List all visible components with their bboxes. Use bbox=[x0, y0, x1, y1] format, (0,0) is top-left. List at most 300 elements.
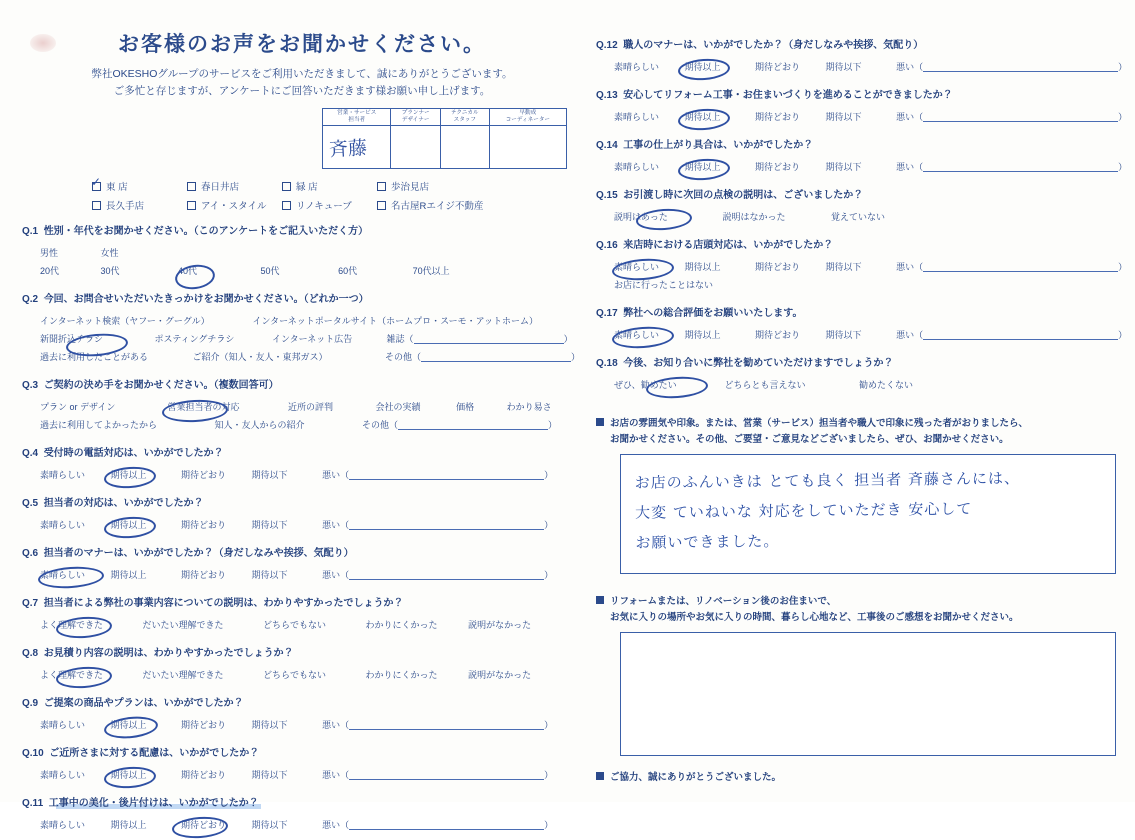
option-asexpected[interactable]: 期待どおり bbox=[755, 112, 801, 122]
option-above[interactable]: 期待以上 bbox=[110, 470, 147, 480]
bad-reason-input[interactable] bbox=[349, 469, 544, 480]
question-number: Q.12 bbox=[596, 40, 618, 51]
option-line-1 bbox=[614, 58, 1128, 76]
option-other[interactable] bbox=[385, 348, 580, 366]
question-text: 今回、お問合せいただいたきっかけをお聞かせください。（どれか一つ） bbox=[43, 294, 369, 305]
stamp-header-planner: プランナー デザイナー bbox=[391, 109, 440, 126]
question-q14 bbox=[596, 135, 1128, 176]
option-paren: ） bbox=[548, 420, 558, 430]
option-excellent[interactable]: 素晴らしい bbox=[40, 820, 86, 830]
question-text: 担当者の対応は、いかがでしたか？ bbox=[43, 498, 204, 509]
option-label: 悪い（ bbox=[322, 470, 350, 480]
option-not-explained[interactable]: 説明はなかった bbox=[722, 212, 786, 222]
option-asexpected[interactable]: 期待どおり bbox=[181, 570, 227, 580]
question-q3 bbox=[22, 375, 582, 434]
bad-reason-input[interactable] bbox=[349, 569, 544, 580]
question-heading bbox=[596, 304, 802, 319]
bad-reason-input[interactable] bbox=[349, 819, 544, 830]
option-below[interactable]: 期待以下 bbox=[825, 62, 862, 72]
option-bad[interactable]: 悪い（ ） bbox=[896, 162, 1128, 172]
option-would-not-recommend[interactable]: 勧めたくない bbox=[859, 380, 914, 390]
option-asexpected[interactable]: 期待どおり bbox=[755, 62, 801, 72]
option-line-2 bbox=[40, 416, 582, 434]
option-used-before[interactable]: 過去に利用したことがある bbox=[40, 352, 149, 362]
option-line-1 bbox=[614, 158, 1128, 176]
lead-text bbox=[22, 66, 582, 100]
option-above[interactable]: 期待以上 bbox=[684, 262, 721, 272]
option-asexpected[interactable]: 期待どおり bbox=[181, 470, 227, 480]
question-q10 bbox=[22, 743, 582, 784]
question-number: Q.8 bbox=[22, 648, 39, 659]
question-options bbox=[614, 258, 1128, 294]
question-number: Q.16 bbox=[596, 240, 618, 251]
option-neutral[interactable]: どちらでもない bbox=[263, 620, 326, 630]
option-70s-plus[interactable]: 70代以上 bbox=[412, 266, 450, 276]
question-text: 来店時における店頭対応は、いかがでしたか？ bbox=[623, 240, 834, 251]
question-heading bbox=[22, 444, 224, 459]
right-column bbox=[596, 26, 1128, 786]
question-text: ご近所さまに対する配慮は、いかがでしたか？ bbox=[49, 748, 260, 759]
checkbox-icon[interactable] bbox=[92, 201, 101, 210]
option-line-1 bbox=[614, 258, 1128, 276]
bullet-square-icon bbox=[596, 418, 604, 426]
question-options bbox=[614, 376, 1116, 394]
option-mostly-understood[interactable]: だいたい理解できた bbox=[142, 670, 224, 680]
option-plan-design[interactable]: プラン or デザイン bbox=[40, 402, 116, 412]
option-below[interactable]: 期待以下 bbox=[251, 770, 288, 780]
handwritten-signature: 斉藤 bbox=[328, 137, 368, 161]
option-40s[interactable]: 40代 bbox=[178, 266, 198, 276]
question-number: Q.10 bbox=[22, 748, 44, 759]
option-line-1 bbox=[40, 398, 582, 416]
question-options bbox=[614, 326, 1128, 344]
option-no-explanation[interactable]: 説明がなかった bbox=[468, 620, 532, 630]
option-excellent[interactable]: 素晴らしい bbox=[40, 570, 86, 580]
handwriting-line-2: 大変 ていねいな 対応をしていただき 安心して bbox=[634, 499, 973, 522]
option-line-1 bbox=[40, 466, 582, 484]
option-internet-search[interactable]: インターネット検索（ヤフー・グーグル） bbox=[40, 316, 210, 326]
option-below[interactable]: 期待以下 bbox=[825, 162, 862, 172]
option-line-2 bbox=[40, 330, 582, 348]
shop-label: 名古屋Rエイジ不動産 bbox=[391, 201, 484, 212]
question-text: お見積り内容の説明は、わかりやすかったでしょうか？ bbox=[43, 648, 294, 659]
shop-option-nagakute[interactable] bbox=[92, 198, 187, 212]
option-magazine[interactable] bbox=[387, 330, 573, 348]
question-text: 今後、お知り合いに弊社を勧めていただけますでしょうか？ bbox=[623, 358, 894, 369]
question-heading bbox=[596, 236, 833, 251]
option-label: 悪い（ bbox=[896, 162, 924, 172]
option-label: 悪い（ bbox=[322, 520, 350, 530]
option-20s[interactable]: 20代 bbox=[40, 266, 60, 276]
shop-row-1 bbox=[92, 179, 582, 193]
shop-option-istyle[interactable] bbox=[187, 198, 282, 212]
option-friend-referral[interactable]: 知人・友人からの紹介 bbox=[214, 420, 305, 430]
option-hard-to-understand[interactable]: わかりにくかった bbox=[365, 670, 438, 680]
checkbox-icon[interactable] bbox=[282, 182, 291, 191]
option-male[interactable]: 男性 bbox=[40, 248, 59, 258]
option-hard-to-understand[interactable]: わかりにくかった bbox=[365, 620, 438, 630]
option-posting-flyer[interactable]: ポスティングチラシ bbox=[154, 334, 235, 344]
stamp-header-row bbox=[323, 109, 567, 126]
option-asexpected[interactable]: 期待どおり bbox=[181, 770, 227, 780]
option-line-1 bbox=[614, 376, 1116, 394]
bad-reason-input[interactable] bbox=[349, 519, 544, 530]
option-bad[interactable]: 悪い（ ） bbox=[322, 720, 554, 730]
option-line-1 bbox=[614, 208, 1116, 226]
option-30s[interactable]: 30代 bbox=[100, 266, 120, 276]
free-section-2-line-2: お気に入りの場所やお気に入りの時間、暮らし心地など、工事後のご感想をお聞かせください。 bbox=[610, 612, 1019, 623]
question-q6 bbox=[22, 543, 582, 584]
bullet-square-icon bbox=[596, 596, 604, 604]
option-other[interactable] bbox=[362, 416, 557, 434]
question-options bbox=[40, 516, 582, 534]
option-explained[interactable]: 説明はあった bbox=[614, 212, 668, 222]
question-text: 担当者のマナーは、いかがでしたか？（身だしなみや挨拶、気配り） bbox=[43, 548, 354, 559]
shop-option-renocube[interactable] bbox=[282, 198, 377, 212]
question-text: 工事の仕上がり具合は、いかがでしたか？ bbox=[623, 140, 814, 151]
question-heading bbox=[22, 544, 354, 559]
option-above[interactable]: 期待以上 bbox=[110, 820, 147, 830]
option-below[interactable]: 期待以下 bbox=[825, 112, 862, 122]
question-options bbox=[40, 666, 582, 684]
option-label: 悪い（ bbox=[896, 112, 924, 122]
option-newspaper-insert[interactable]: 新聞折込チラシ bbox=[40, 334, 104, 344]
option-never-visited[interactable]: お店に行ったことはない bbox=[614, 280, 714, 290]
option-below[interactable]: 期待以下 bbox=[251, 520, 288, 530]
option-well-understood[interactable]: よく理解できた bbox=[40, 620, 104, 630]
question-q1 bbox=[22, 221, 582, 280]
checkbox-icon[interactable] bbox=[377, 201, 386, 210]
question-options bbox=[614, 58, 1128, 76]
stamp-cell-planner[interactable] bbox=[391, 126, 440, 169]
question-heading bbox=[22, 594, 404, 609]
handwriting-line-3: お願いできました。 bbox=[635, 532, 780, 552]
option-excellent[interactable]: 素晴らしい bbox=[614, 330, 660, 340]
shop-label: アイ・スタイル bbox=[201, 201, 267, 212]
question-number: Q.13 bbox=[596, 90, 618, 101]
question-options bbox=[40, 398, 582, 434]
checkbox-icon[interactable] bbox=[377, 182, 386, 191]
question-options bbox=[40, 566, 582, 584]
question-number: Q.15 bbox=[596, 190, 618, 201]
question-heading bbox=[22, 222, 368, 237]
option-below[interactable]: 期待以下 bbox=[251, 570, 288, 580]
question-heading bbox=[596, 186, 863, 201]
bad-reason-input[interactable] bbox=[923, 329, 1118, 340]
stamp-header-technical: テクニカル スタッフ bbox=[440, 109, 489, 126]
option-excellent[interactable]: 素晴らしい bbox=[40, 520, 86, 530]
option-bad[interactable]: 悪い（ ） bbox=[322, 520, 554, 530]
option-excellent[interactable]: 素晴らしい bbox=[614, 112, 660, 122]
option-company-record[interactable]: 会社の実績 bbox=[375, 402, 421, 412]
bad-reason-input[interactable] bbox=[349, 719, 544, 730]
question-text: 工事中の美化・後片付けは、いかがでしたか？ bbox=[48, 798, 259, 809]
shop-label: 歩治見店 bbox=[391, 182, 430, 193]
question-q7 bbox=[22, 593, 582, 634]
question-number: Q.3 bbox=[22, 380, 39, 391]
option-line-1 bbox=[40, 666, 582, 684]
question-options bbox=[614, 158, 1128, 176]
option-bad[interactable]: 悪い（ ） bbox=[322, 820, 554, 830]
lead-line-2: ご多忙と存じますが、アンケートにご回答いただきます様お願い申し上げます。 bbox=[113, 85, 491, 97]
question-options bbox=[40, 466, 582, 484]
question-number: Q.9 bbox=[22, 698, 39, 709]
shop-option-midori[interactable] bbox=[282, 179, 377, 193]
option-below[interactable]: 期待以下 bbox=[251, 470, 288, 480]
bad-reason-input[interactable] bbox=[923, 61, 1118, 72]
option-bad[interactable]: 悪い（ ） bbox=[322, 470, 554, 480]
shop-option-kasugai[interactable] bbox=[187, 179, 282, 193]
other-input[interactable] bbox=[421, 351, 571, 362]
option-bad[interactable]: 悪い（ ） bbox=[322, 570, 554, 580]
stamp-header-coordinator: 早動成 コーディネーター bbox=[489, 109, 566, 126]
option-excellent[interactable]: 素晴らしい bbox=[40, 470, 86, 480]
question-heading bbox=[22, 376, 279, 391]
option-dont-remember[interactable]: 覚えていない bbox=[831, 212, 886, 222]
option-mostly-understood[interactable]: だいたい理解できた bbox=[142, 620, 224, 630]
bad-reason-input[interactable] bbox=[923, 111, 1118, 122]
question-text: 担当者による弊社の事業内容についての説明は、わかりやすかったでしょうか？ bbox=[43, 598, 404, 609]
question-heading bbox=[596, 86, 953, 101]
option-asexpected[interactable]: 期待どおり bbox=[755, 162, 801, 172]
stamp-value-row bbox=[323, 126, 567, 169]
question-heading bbox=[596, 354, 894, 369]
question-q17 bbox=[596, 303, 1128, 344]
option-above[interactable]: 期待以上 bbox=[110, 520, 147, 530]
option-asexpected[interactable]: 期待どおり bbox=[181, 520, 227, 530]
option-above[interactable]: 期待以上 bbox=[110, 720, 147, 730]
option-excellent[interactable]: 素晴らしい bbox=[614, 162, 660, 172]
checkbox-icon[interactable] bbox=[187, 182, 196, 191]
stamp-cell-technical[interactable] bbox=[440, 126, 489, 169]
option-price[interactable]: 価格 bbox=[456, 402, 475, 412]
option-asexpected[interactable]: 期待どおり bbox=[755, 330, 801, 340]
question-number: Q.5 bbox=[22, 498, 39, 509]
option-label: 悪い（ bbox=[896, 262, 924, 272]
shop-label: 緑 店 bbox=[296, 182, 318, 193]
question-options bbox=[40, 766, 582, 784]
question-options bbox=[40, 312, 582, 366]
option-excellent[interactable]: 素晴らしい bbox=[614, 62, 660, 72]
question-heading bbox=[22, 694, 244, 709]
question-options bbox=[614, 108, 1128, 126]
option-line-1 bbox=[40, 244, 582, 262]
question-number: Q.17 bbox=[596, 308, 618, 319]
option-below[interactable]: 期待以下 bbox=[825, 262, 862, 272]
shop-label: 春日井店 bbox=[201, 182, 240, 193]
staff-stamp-block bbox=[322, 108, 567, 169]
question-options bbox=[40, 816, 582, 834]
question-heading bbox=[22, 644, 294, 659]
option-above[interactable]: 期待以上 bbox=[684, 162, 721, 172]
option-bad[interactable]: 悪い（ ） bbox=[896, 262, 1128, 272]
option-local-reputation[interactable]: 近所の評判 bbox=[288, 402, 334, 412]
option-portal-site[interactable]: インターネットポータルサイト（ホームプロ・スーモ・アットホーム） bbox=[252, 316, 538, 326]
other-input[interactable] bbox=[398, 419, 548, 430]
option-paren: ） bbox=[563, 334, 573, 344]
option-label: 悪い（ bbox=[322, 720, 350, 730]
handwritten-comment-1 bbox=[620, 452, 1115, 568]
staff-stamp-table bbox=[322, 108, 567, 169]
option-excellent[interactable]: 素晴らしい bbox=[614, 262, 660, 272]
bad-reason-input[interactable] bbox=[923, 161, 1118, 172]
option-line-2 bbox=[40, 262, 582, 280]
shop-label: 東 店 bbox=[106, 182, 128, 193]
option-below[interactable]: 期待以下 bbox=[251, 820, 288, 830]
option-line-1 bbox=[40, 616, 582, 634]
option-line-1 bbox=[40, 816, 582, 834]
option-clarity[interactable]: わかり易さ bbox=[506, 402, 552, 412]
option-bad[interactable]: 悪い（ ） bbox=[896, 330, 1128, 340]
question-options bbox=[614, 208, 1116, 226]
option-referral[interactable]: ご紹介（知人・友人・東邦ガス） bbox=[192, 352, 328, 362]
option-paren: ） bbox=[571, 352, 581, 362]
shop-option-tajimi[interactable] bbox=[377, 179, 507, 193]
option-label: 悪い（ bbox=[322, 570, 350, 580]
question-number: Q.14 bbox=[596, 140, 618, 151]
question-number: Q.1 bbox=[22, 226, 39, 237]
option-bad[interactable]: 悪い（ ） bbox=[896, 62, 1128, 72]
option-asexpected[interactable]: 期待どおり bbox=[181, 820, 227, 830]
free-text-box-1[interactable] bbox=[620, 454, 1116, 574]
lead-line-1: 弊社OKESHOグループのサービスをご利用いただきまして、誠にありがとうございます。 bbox=[91, 68, 513, 80]
question-q2 bbox=[22, 289, 582, 366]
bad-reason-input[interactable] bbox=[923, 261, 1118, 272]
question-number: Q.11 bbox=[22, 798, 44, 809]
question-q9 bbox=[22, 693, 582, 734]
option-definitely-recommend[interactable]: ぜひ、勧めたい bbox=[614, 380, 677, 390]
question-text: お引渡し時に次回の点検の説明は、ございましたか？ bbox=[623, 190, 864, 201]
question-number: Q.6 bbox=[22, 548, 39, 559]
question-text: 安心してリフォーム工事・お住まいづくりを進めることができましたか？ bbox=[623, 90, 953, 101]
stamp-cell-coordinator[interactable] bbox=[489, 126, 566, 169]
left-column bbox=[22, 14, 582, 834]
question-q16 bbox=[596, 235, 1128, 294]
checkbox-icon[interactable] bbox=[187, 201, 196, 210]
question-q12 bbox=[596, 35, 1128, 76]
shop-label: リノキューブ bbox=[296, 201, 352, 212]
option-no-explanation[interactable]: 説明がなかった bbox=[468, 670, 532, 680]
option-label: 悪い（ bbox=[896, 330, 924, 340]
option-line-2 bbox=[614, 276, 1116, 294]
option-line-1 bbox=[614, 326, 1128, 344]
question-q5 bbox=[22, 493, 582, 534]
option-label: 悪い（ bbox=[322, 770, 350, 780]
question-options bbox=[40, 244, 582, 280]
checkbox-icon[interactable] bbox=[282, 201, 291, 210]
question-number: Q.18 bbox=[596, 358, 618, 369]
free-section-1-heading bbox=[596, 416, 1116, 448]
option-below[interactable]: 期待以下 bbox=[825, 330, 862, 340]
question-text: ご契約の決め手をお聞かせください。（複数回答可） bbox=[43, 380, 279, 391]
option-above[interactable]: 期待以上 bbox=[110, 570, 147, 580]
question-number: Q.7 bbox=[22, 598, 39, 609]
shop-row-2 bbox=[92, 198, 582, 212]
free-section-2-heading bbox=[596, 594, 1116, 626]
option-above[interactable]: 期待以上 bbox=[110, 770, 147, 780]
free-section-1-line-1: お店の雰囲気や印象。または、営業（サービス）担当者や職人で印象に残った者がおりましたら、 bbox=[610, 418, 1029, 429]
handwriting-line-1: お店のふんいきは とても良く 担当者 斉藤さんには、 bbox=[634, 469, 1021, 492]
question-q8 bbox=[22, 643, 582, 684]
question-options bbox=[40, 716, 582, 734]
shop-option-higashi[interactable] bbox=[92, 179, 187, 193]
option-above[interactable]: 期待以上 bbox=[684, 62, 721, 72]
question-q13 bbox=[596, 85, 1128, 126]
closing-text: ご協力、誠にありがとうございました。 bbox=[610, 772, 782, 783]
option-line-1 bbox=[40, 312, 582, 330]
option-line-1 bbox=[40, 766, 582, 784]
option-internet-ad[interactable]: インターネット広告 bbox=[272, 334, 353, 344]
shop-label: 長久手店 bbox=[106, 201, 145, 212]
free-section-2-line-1: リフォームまたは、リノベーション後のお住まいで、 bbox=[610, 596, 837, 607]
question-number: Q.2 bbox=[22, 294, 39, 305]
option-label: 雑誌（ bbox=[386, 334, 414, 344]
stamp-header-sales: 営業・サービス 担当者 bbox=[323, 109, 391, 126]
question-heading bbox=[596, 36, 923, 51]
option-label: その他（ bbox=[362, 420, 399, 430]
question-q4 bbox=[22, 443, 582, 484]
option-line-3 bbox=[40, 348, 582, 366]
question-q15 bbox=[596, 185, 1116, 226]
shop-selector bbox=[92, 179, 582, 212]
option-above[interactable]: 期待以上 bbox=[684, 330, 721, 340]
checkbox-icon[interactable] bbox=[92, 182, 101, 191]
question-text: 職人のマナーは、いかがでしたか？（身だしなみや挨拶、気配り） bbox=[623, 40, 924, 51]
option-line-1 bbox=[40, 716, 582, 734]
option-line-1 bbox=[614, 108, 1128, 126]
question-heading bbox=[22, 744, 259, 759]
option-asexpected[interactable]: 期待どおり bbox=[755, 262, 801, 272]
question-text: 弊社への総合評価をお願いいたします。 bbox=[623, 308, 803, 319]
shop-option-nagoya-rage[interactable] bbox=[377, 198, 507, 212]
free-section-1-line-2: お聞かせください。その他、ご要望・ご意見などございましたら、ぜひ、お聞かせください。 bbox=[610, 434, 1009, 445]
option-line-1 bbox=[40, 566, 582, 584]
option-well-understood[interactable]: よく理解できた bbox=[40, 670, 104, 680]
closing-note bbox=[596, 770, 1116, 786]
magazine-input[interactable] bbox=[414, 333, 564, 344]
option-label: 悪い（ bbox=[322, 820, 350, 830]
option-sales-response[interactable]: 営業担当者の対応 bbox=[167, 402, 240, 412]
question-options bbox=[40, 616, 582, 634]
option-used-before[interactable]: 過去に利用してよかったから bbox=[40, 420, 158, 430]
question-text: ご提案の商品やプランは、いかがでしたか？ bbox=[43, 698, 244, 709]
option-asexpected[interactable]: 期待どおり bbox=[181, 720, 227, 730]
bad-reason-input[interactable] bbox=[349, 769, 544, 780]
question-heading bbox=[22, 494, 204, 509]
stamp-cell-sales[interactable] bbox=[323, 126, 391, 169]
question-heading bbox=[596, 136, 813, 151]
option-neutral[interactable]: どちらとも言えない bbox=[724, 380, 806, 390]
option-label: 悪い（ bbox=[896, 62, 924, 72]
question-text: 受付時の電話対応は、いかがでしたか？ bbox=[43, 448, 224, 459]
bullet-square-icon bbox=[596, 772, 604, 780]
question-q18 bbox=[596, 353, 1116, 394]
option-female[interactable]: 女性 bbox=[100, 248, 119, 258]
option-label: その他（ bbox=[385, 352, 422, 362]
question-q11 bbox=[22, 793, 582, 834]
option-50s[interactable]: 50代 bbox=[260, 266, 280, 276]
free-text-box-2[interactable] bbox=[620, 632, 1116, 756]
option-above[interactable]: 期待以上 bbox=[684, 112, 721, 122]
option-bad[interactable]: 悪い（ ） bbox=[322, 770, 554, 780]
option-60s[interactable]: 60代 bbox=[338, 266, 358, 276]
question-heading bbox=[22, 290, 369, 305]
option-bad[interactable]: 悪い（ ） bbox=[896, 112, 1128, 122]
option-below[interactable]: 期待以下 bbox=[251, 720, 288, 730]
option-neutral[interactable]: どちらでもない bbox=[263, 670, 326, 680]
option-excellent[interactable]: 素晴らしい bbox=[40, 720, 86, 730]
option-excellent[interactable]: 素晴らしい bbox=[40, 770, 86, 780]
